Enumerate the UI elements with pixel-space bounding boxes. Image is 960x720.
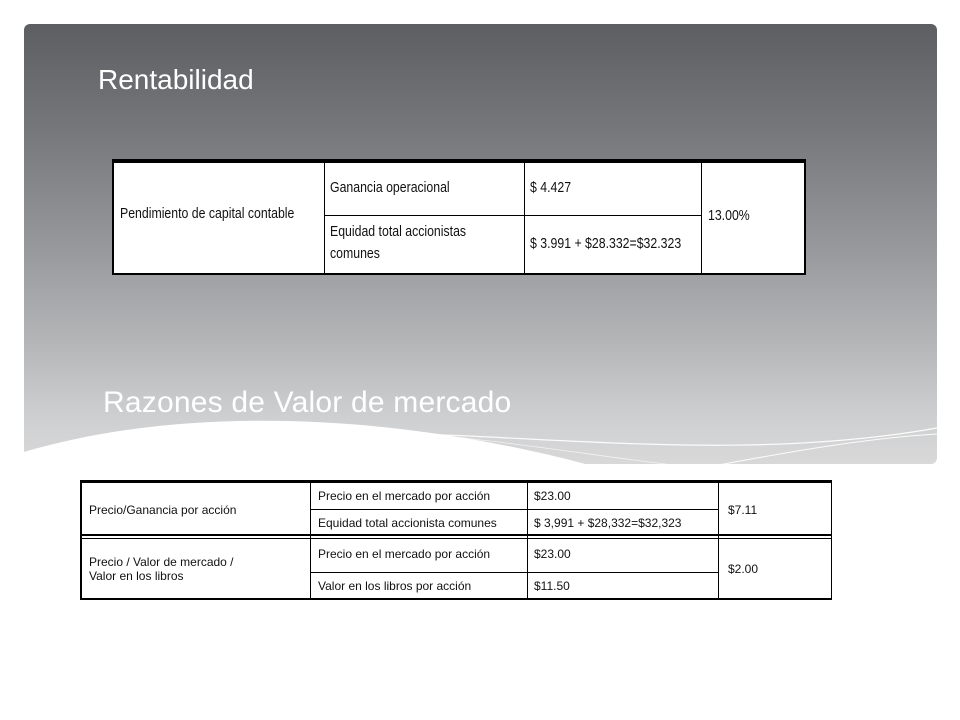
table-row-2-numerator-value: $23.00 [534,547,571,561]
numerator-value-cell [530,179,580,196]
table-row-1-numerator-label: Precio en el mercado por acción [318,489,491,503]
table-row-2-denominator-value: $11.50 [534,579,570,593]
denominator-label-line1: Equidad total accionistas [330,223,467,240]
table-row-2-result: $2.00 [728,562,759,576]
table-row-1-denominator-label: Equidad total accionista comunes [318,516,497,530]
ratio-name-cell [120,205,333,222]
section-title-rentabilidad: Rentabilidad [98,64,254,95]
ratio-name: Pendimiento de capital contable [120,205,295,222]
section-title-razones: Razones de Valor de mercado [103,386,512,419]
valor-mercado-table [80,480,832,600]
table-row-1-denominator-value: $ 3,991 + $28,332=$32,323 [534,516,682,530]
table-row-2-ratio-name-line2: Valor en los libros [89,569,184,583]
table-row-2-denominator-label: Valor en los libros por acción [318,579,472,593]
rentabilidad-table [112,159,806,275]
table-row-1-numerator-value: $23.00 [534,489,571,503]
result-value: 13.00% [708,207,750,224]
denominator-value: $ 3.991 + $28.332=$32.323 [530,235,682,252]
table-row-2-numerator-label: Precio en el mercado por acción [318,547,491,561]
table-row-1-ratio-name: Precio/Ganancia por acción [89,503,237,517]
table-row-1-result: $7.11 [728,503,758,517]
result-cell [708,207,759,224]
numerator-value: $ 4.427 [530,179,572,196]
denominator-label-cell [330,221,496,265]
table-row-2-ratio-name-line1: Precio / Valor de mercado / [89,555,234,569]
denominator-value-cell [530,235,714,252]
numerator-label-cell [330,179,476,196]
denominator-label-line2: comunes [330,245,380,262]
numerator-label: Ganancia operacional [330,179,450,196]
